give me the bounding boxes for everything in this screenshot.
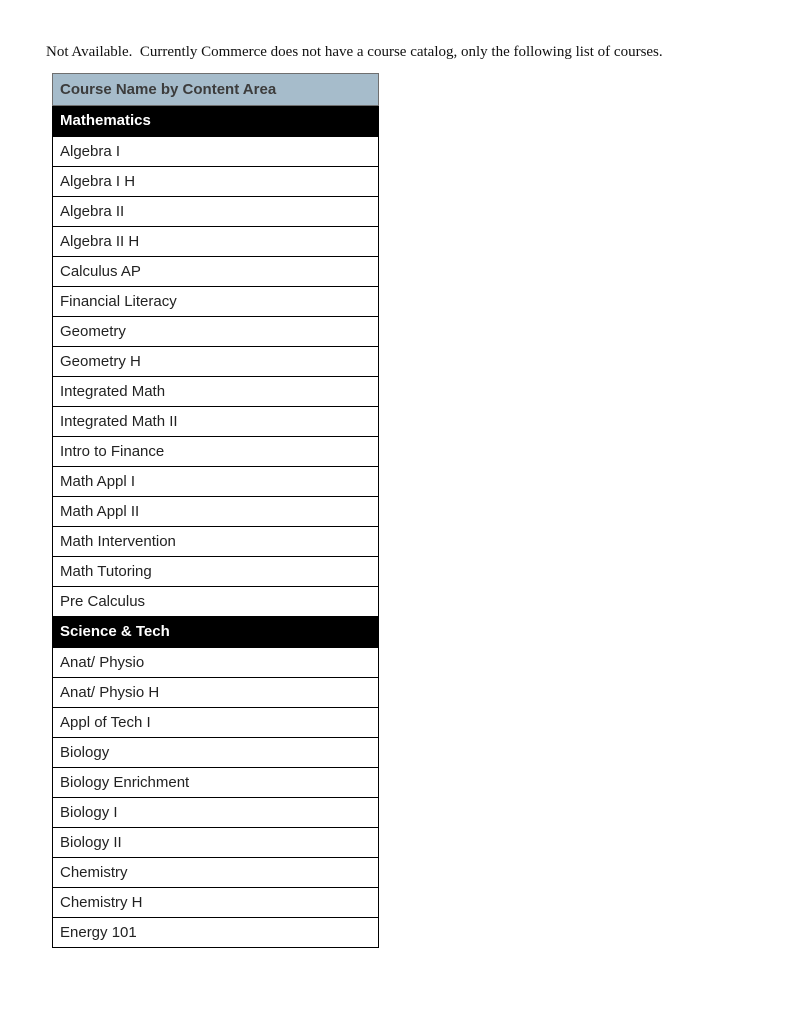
- table-row: [53, 918, 379, 948]
- table-row: [53, 137, 379, 167]
- course-name-cell: Integrated Math: [53, 377, 379, 407]
- course-name-cell: Biology: [53, 738, 379, 768]
- course-table: [52, 73, 379, 948]
- section-header-row: [53, 617, 379, 648]
- course-name-cell: Biology II: [53, 828, 379, 858]
- table-row: [53, 377, 379, 407]
- course-name-cell: Intro to Finance: [53, 437, 379, 467]
- table-row: [53, 197, 379, 227]
- table-row: [53, 347, 379, 377]
- table-row: [53, 497, 379, 527]
- course-name-cell: Math Intervention: [53, 527, 379, 557]
- course-name-cell: Anat/ Physio H: [53, 678, 379, 708]
- table-row: [53, 317, 379, 347]
- course-name-cell: Integrated Math II: [53, 407, 379, 437]
- course-name-cell: Math Appl I: [53, 467, 379, 497]
- table-row: [53, 257, 379, 287]
- table-row: [53, 768, 379, 798]
- section-title: Mathematics: [53, 106, 379, 137]
- table-row: [53, 798, 379, 828]
- course-name-cell: Energy 101: [53, 918, 379, 948]
- course-name-cell: Algebra II H: [53, 227, 379, 257]
- table-row: [53, 678, 379, 708]
- intro-paragraph: Not Available. Currently Commerce does not have a course catalog, only the following list of courses.: [46, 44, 663, 60]
- table-row: [53, 557, 379, 587]
- course-name-cell: Anat/ Physio: [53, 648, 379, 678]
- table-row: [53, 167, 379, 197]
- table-row: [53, 648, 379, 678]
- table-header-cell: Course Name by Content Area: [53, 74, 379, 106]
- section-title: Science & Tech: [53, 617, 379, 648]
- course-name-cell: Chemistry: [53, 858, 379, 888]
- table-row: [53, 407, 379, 437]
- course-name-cell: Biology I: [53, 798, 379, 828]
- table-row: [53, 828, 379, 858]
- table-row: [53, 287, 379, 317]
- course-table-body: [53, 74, 379, 948]
- table-row: [53, 738, 379, 768]
- course-name-cell: Financial Literacy: [53, 287, 379, 317]
- course-name-cell: Biology Enrichment: [53, 768, 379, 798]
- table-row: [53, 467, 379, 497]
- course-name-cell: Math Tutoring: [53, 557, 379, 587]
- table-row: [53, 437, 379, 467]
- course-name-cell: Algebra I: [53, 137, 379, 167]
- course-name-cell: Calculus AP: [53, 257, 379, 287]
- course-name-cell: Algebra I H: [53, 167, 379, 197]
- table-row: [53, 888, 379, 918]
- table-row: [53, 527, 379, 557]
- table-row: [53, 858, 379, 888]
- table-row: [53, 587, 379, 617]
- section-header-row: [53, 106, 379, 137]
- course-name-cell: Appl of Tech I: [53, 708, 379, 738]
- table-row: [53, 708, 379, 738]
- table-header-row: [53, 74, 379, 106]
- course-name-cell: Algebra II: [53, 197, 379, 227]
- course-name-cell: Geometry: [53, 317, 379, 347]
- course-name-cell: Chemistry H: [53, 888, 379, 918]
- table-row: [53, 227, 379, 257]
- course-name-cell: Pre Calculus: [53, 587, 379, 617]
- course-name-cell: Geometry H: [53, 347, 379, 377]
- course-name-cell: Math Appl II: [53, 497, 379, 527]
